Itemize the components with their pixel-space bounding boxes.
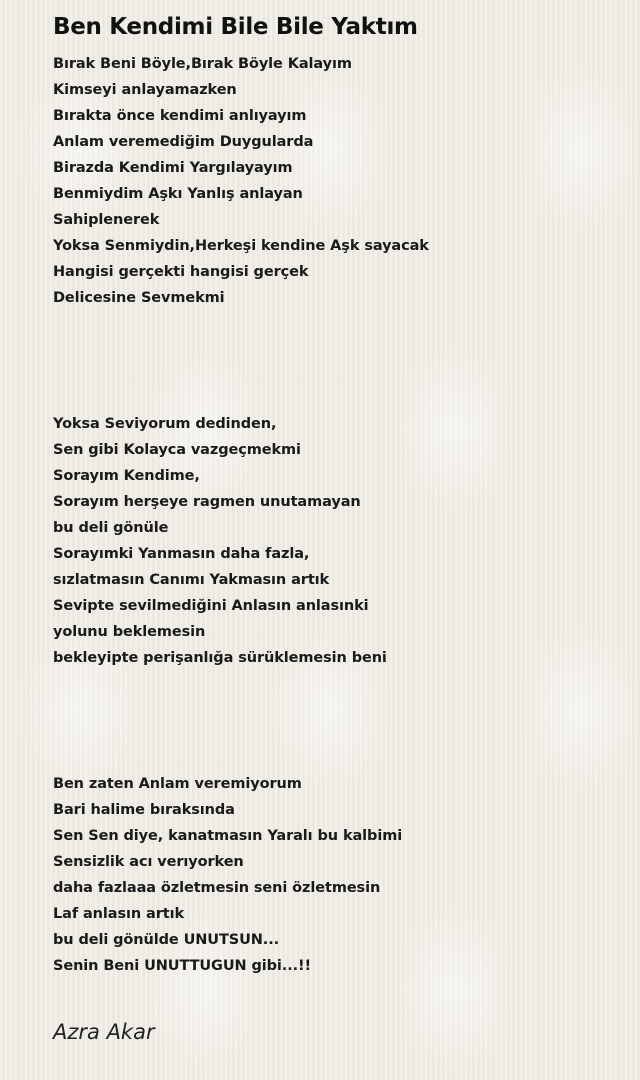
poem-line: Sevipte sevilmediğini Anlasın anlasınki <box>53 598 369 614</box>
poem-line: Sen Sen diye, kanatmasın Yaralı bu kalbimi <box>53 828 403 844</box>
poem-line: Sahiplenerek <box>53 212 160 228</box>
poem-line: Anlam veremediğim Duygularda <box>53 134 314 150</box>
poem-line: Sensizlik acı verıyorken <box>53 854 244 870</box>
poem-line: Birazda Kendimi Yargılayayım <box>53 160 293 176</box>
poem-title: Ben Kendimi Bile Bile Yaktım <box>53 14 418 40</box>
poem-line: daha fazlaaa özletmesin seni özletmesin <box>53 880 381 896</box>
poem-author: Azra Akar <box>53 1020 155 1044</box>
poem-line: Yoksa Senmiydin,Herkeşi kendine Aşk sayacak <box>53 238 429 254</box>
poem-line: Benmiydim Aşkı Yanlış anlayan <box>53 186 303 202</box>
poem-line: Sen gibi Kolayca vazgeçmekmi <box>53 442 301 458</box>
poem-line: Delicesine Sevmekmi <box>53 290 225 306</box>
poem-line: Hangisi gerçekti hangisi gerçek <box>53 264 309 280</box>
poem-stanza-2 <box>53 411 387 671</box>
poem-line: Sorayımki Yanmasın daha fazla, <box>53 546 310 562</box>
poem-stanza-1 <box>53 51 429 311</box>
poem-line: Bırakta önce kendimi anlıyayım <box>53 108 307 124</box>
poem-line: Bari halime bıraksında <box>53 802 235 818</box>
poem-line: Bırak Beni Böyle,Bırak Böyle Kalayım <box>53 56 352 72</box>
poem-line: Sorayım Kendime, <box>53 468 200 484</box>
poem-line: yolunu beklemesin <box>53 624 206 640</box>
poem-line: Ben zaten Anlam veremiyorum <box>53 776 302 792</box>
poem-line: sızlatmasın Canımı Yakmasın artık <box>53 572 330 588</box>
poem-line: bu deli gönüle <box>53 520 169 536</box>
poem-line: Kimseyi anlayamazken <box>53 82 237 98</box>
poem-line: bu deli gönülde UNUTSUN... <box>53 932 280 948</box>
poem-line: Yoksa Seviyorum dedinden, <box>53 416 277 432</box>
poem-line: Laf anlasın artık <box>53 906 184 922</box>
poem-stanza-3 <box>53 771 402 979</box>
poem-line: Sorayım herşeye ragmen unutamayan <box>53 494 361 510</box>
poem-line: bekleyipte perişanlığa sürüklemesin beni <box>53 650 387 666</box>
poem-line: Senin Beni UNUTTUGUN gibi...!! <box>53 958 312 974</box>
